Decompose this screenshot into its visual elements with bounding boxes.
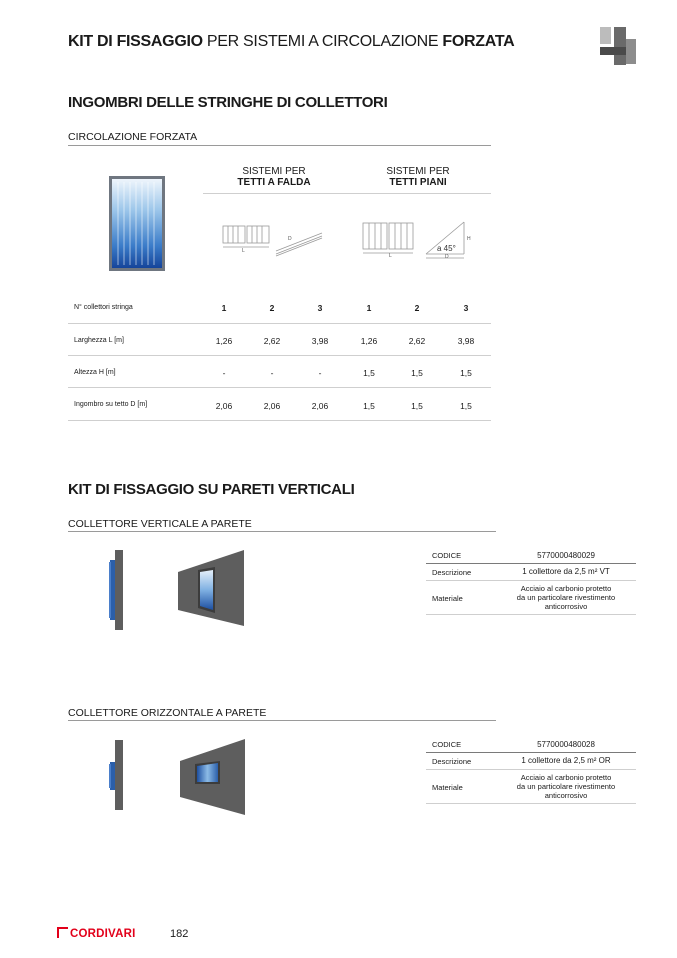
row-divider <box>426 769 636 770</box>
row-label: Altezza H [m] <box>74 369 116 376</box>
table-cell: 2,06 <box>215 401 233 411</box>
label-D-falda: D <box>288 236 292 242</box>
table-cell: 1 <box>221 303 227 313</box>
subtitle-horizontal: COLLETTORE ORIZZONTALE A PARETE <box>68 707 267 719</box>
codice-label: CODICE <box>432 551 462 560</box>
materiale-line-3: anticorrosivo <box>544 791 588 800</box>
table-cell: 1,5 <box>363 368 375 378</box>
group-piani-line1: SISTEMI PER <box>386 166 450 177</box>
section-subtitle-circolazione: CIRCOLAZIONE FORZATA <box>68 131 198 143</box>
table-cell: 1,5 <box>460 368 472 378</box>
group-header-falda <box>222 166 326 188</box>
row-divider <box>68 420 491 421</box>
row-divider <box>426 752 636 753</box>
table-cell: 2 <box>269 303 275 313</box>
table-cell: 2,62 <box>408 336 426 346</box>
table-cell: 1,26 <box>215 336 233 346</box>
row-divider <box>426 563 636 564</box>
table-cell: 1 <box>366 303 372 313</box>
table-cell: 1,5 <box>411 401 423 411</box>
table-cell: - <box>318 368 322 378</box>
header-bold-2: FORZATA <box>442 33 515 50</box>
group-falda-line2: TETTI A FALDA <box>237 177 311 188</box>
row-divider <box>426 614 636 615</box>
row-label: N° collettori stringa <box>74 304 133 311</box>
vertical-wall-view <box>176 548 246 628</box>
codice-value: 5770000480029 <box>537 551 595 560</box>
section-title-ingombri: INGOMBRI DELLE STRINGHE DI COLLETTORI <box>68 94 388 111</box>
descrizione-label: Descrizione <box>432 757 472 766</box>
page-header-title <box>68 33 514 51</box>
row-divider <box>426 580 636 581</box>
table-cell: 3,98 <box>311 336 329 346</box>
group-header-piani <box>366 166 470 188</box>
header-normal: PER SISTEMI A CIRCOLAZIONE <box>202 33 443 50</box>
logo-mark-icon <box>57 927 68 938</box>
horizontal-side-view <box>105 740 129 810</box>
codice-label: CODICE <box>432 740 462 749</box>
materiale-line-1: Acciaio al carbonio protetto <box>520 584 612 593</box>
pitched-roof-diagram <box>218 218 330 264</box>
divider <box>68 720 496 721</box>
header-bold-1: KIT DI FISSAGGIO <box>68 33 203 50</box>
horizontal-wall-view <box>178 737 248 817</box>
table-cell: 1,26 <box>360 336 378 346</box>
table-cell: - <box>222 368 226 378</box>
label-L-falda: L <box>242 248 245 254</box>
solar-collector-image <box>109 176 165 271</box>
subtitle-vertical: COLLETTORE VERTICALE A PARETE <box>68 518 252 530</box>
row-label: Ingombro su tetto D [m] <box>74 401 148 408</box>
materiale-line-1: Acciaio al carbonio protetto <box>520 773 612 782</box>
row-divider <box>68 387 491 388</box>
table-cell: 1,5 <box>363 401 375 411</box>
group-piani-line2: TETTI PIANI <box>389 177 447 188</box>
group-header-rule <box>203 193 491 194</box>
row-divider <box>426 803 636 804</box>
materiale-line-3: anticorrosivo <box>544 602 588 611</box>
table-cell: 1,5 <box>460 401 472 411</box>
descrizione-value: 1 collettore da 2,5 m² VT <box>522 567 610 576</box>
materiale-value <box>501 584 631 611</box>
vertical-side-view <box>105 550 129 630</box>
table-cell: 1,5 <box>411 368 423 378</box>
brand-logo <box>57 927 135 940</box>
group-falda-line1: SISTEMI PER <box>242 166 306 177</box>
divider <box>68 145 491 146</box>
table-cell: 2,06 <box>311 401 329 411</box>
table-cell: 2 <box>414 303 420 313</box>
row-label: Larghezza L [m] <box>74 337 124 344</box>
codice-value: 5770000480028 <box>537 740 595 749</box>
flat-roof-diagram <box>360 218 476 264</box>
materiale-value <box>501 773 631 800</box>
descrizione-label: Descrizione <box>432 568 472 577</box>
section-title-pareti: KIT DI FISSAGGIO SU PARETI VERTICALI <box>68 481 355 498</box>
materiale-line-2: da un particolare rivestimento <box>516 782 616 791</box>
row-divider <box>68 323 491 324</box>
label-L-piani: L <box>389 253 392 259</box>
table-cell: - <box>270 368 274 378</box>
page-number: 182 <box>170 928 189 940</box>
materiale-label: Materiale <box>432 594 463 603</box>
table-cell: 3 <box>463 303 469 313</box>
materiale-label: Materiale <box>432 783 463 792</box>
label-D-piani: D <box>445 254 449 260</box>
label-H-piani: H <box>467 236 471 242</box>
divider <box>68 531 496 532</box>
row-divider <box>68 355 491 356</box>
chapter-icon <box>600 27 640 67</box>
table-cell: 2,06 <box>263 401 281 411</box>
label-angle: a 45° <box>437 244 456 253</box>
table-cell: 3 <box>317 303 323 313</box>
table-cell: 3,98 <box>457 336 475 346</box>
brand-name: CORDIVARI <box>70 928 136 940</box>
descrizione-value: 1 collettore da 2,5 m² OR <box>521 756 611 765</box>
materiale-line-2: da un particolare rivestimento <box>516 593 616 602</box>
table-cell: 2,62 <box>263 336 281 346</box>
